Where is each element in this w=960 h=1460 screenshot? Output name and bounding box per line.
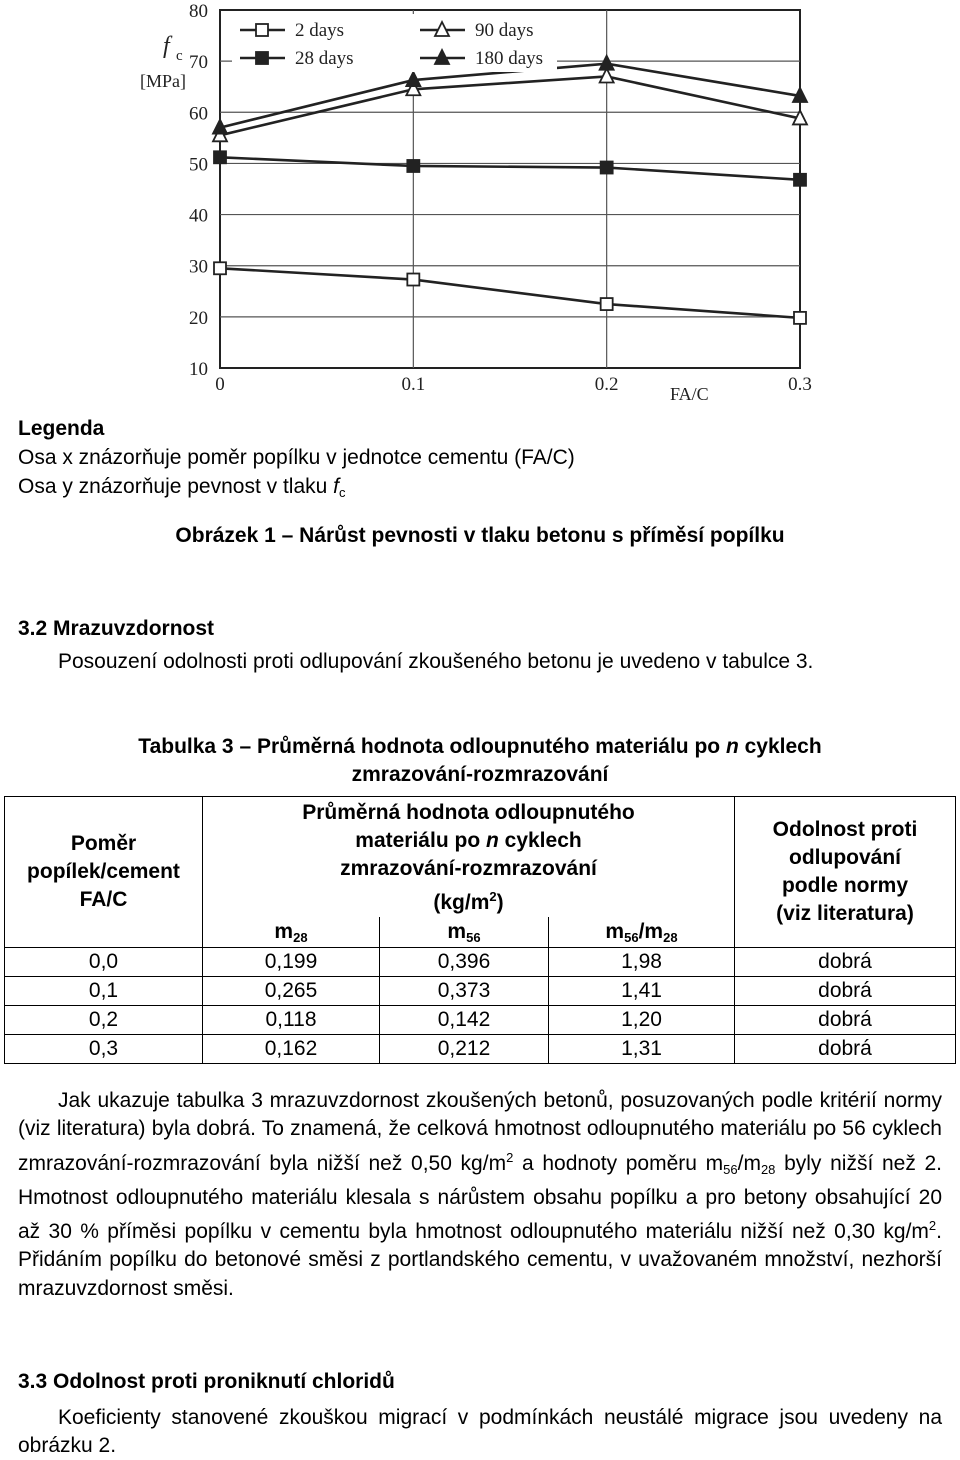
x-tick-label: 0.1 — [401, 374, 426, 395]
cell-m56: 0,396 — [380, 948, 549, 977]
data-point — [600, 56, 614, 70]
data-point — [601, 298, 613, 310]
m56-m: m — [447, 919, 467, 943]
cell-fac: 0,2 — [5, 1006, 203, 1035]
body-paragraph — [18, 1087, 942, 1303]
m28-m: m — [274, 919, 294, 943]
legend-title: Legenda — [18, 417, 105, 440]
table-row — [5, 1035, 956, 1064]
header-ratio — [5, 797, 203, 948]
x-tick-label: 0.2 — [594, 374, 619, 395]
table-title-part2: cyklech — [738, 735, 822, 758]
data-point — [256, 24, 268, 36]
header-mid-l1: Průměrná hodnota odloupnutého — [302, 801, 635, 824]
legend-label: 2 days — [295, 20, 345, 41]
series-line — [220, 268, 800, 318]
table-title-part1: Tabulka 3 – Průměrná hodnota odloupnutého materiálu po — [138, 735, 726, 758]
body-text-3: /m — [737, 1151, 761, 1175]
body-sup-1: 2 — [506, 1149, 514, 1165]
strength-chart — [0, 0, 960, 410]
header-res-l4: (viz literatura) — [776, 902, 914, 925]
table-title-n: n — [725, 735, 739, 758]
cell-m28: 0,118 — [203, 1006, 380, 1035]
header-m56 — [380, 917, 549, 948]
y-axis-label-sub: c — [176, 48, 183, 64]
data-point — [256, 52, 268, 64]
cell-m56: 0,373 — [380, 977, 549, 1006]
data-point — [794, 174, 806, 186]
section-3-2-text: Posouzení odolnosti proti odlupování zkoušeného betonu je uvedeno v tabulce 3. — [58, 650, 814, 673]
body-text-5: . Přidáním popílku do betonové směsi z portlandského cementu, v uvažovaném množství, nezhorší mrazuvzdornost směsi. — [18, 1220, 942, 1300]
header-average-mass — [203, 797, 735, 918]
header-ratio-m56-m28 — [549, 917, 735, 948]
y-tick-label: 10 — [189, 359, 208, 380]
header-mid-l3: zmrazování-rozmrazování — [340, 857, 597, 880]
header-res-l2: odlupování — [789, 846, 901, 869]
cell-rating: dobrá — [735, 1035, 956, 1064]
body-text-1: Jak ukazuje tabulka 3 mrazuvzdornost zkoušených betonů, posuzovaných podle kritérií normy (viz literatura) byla dobrá. To znamená, že celková hmotnost odloupnutého materiálu po 56 cyklech zmrazování-rozmrazování byla nižší než 0,50 kg/m — [18, 1089, 942, 1175]
y-axis-unit: [MPa] — [140, 71, 186, 91]
section-heading-3-2: 3.2 Mrazuvzdornost — [18, 617, 215, 640]
cell-fac: 0,3 — [5, 1035, 203, 1064]
cell-ratio: 1,31 — [549, 1035, 735, 1064]
table-row — [5, 977, 956, 1006]
data-point — [601, 162, 613, 174]
ratio-slash: /m — [638, 919, 664, 943]
cell-rating: dobrá — [735, 1006, 956, 1035]
cell-ratio: 1,41 — [549, 977, 735, 1006]
data-point — [407, 274, 419, 286]
header-res-l3: podle normy — [781, 874, 908, 897]
legend-label: 90 days — [475, 20, 534, 41]
x-axis-label: FA/C — [670, 384, 709, 404]
y-tick-label: 80 — [189, 1, 208, 22]
m28-sub: 28 — [293, 929, 308, 945]
cell-m28: 0,199 — [203, 948, 380, 977]
chart-svg — [0, 0, 960, 410]
cell-rating: dobrá — [735, 948, 956, 977]
data-point — [407, 160, 419, 172]
data-point — [214, 262, 226, 274]
table-title-line2: zmrazování-rozmrazování — [351, 763, 609, 786]
cell-ratio: 1,20 — [549, 1006, 735, 1035]
ratio-sub28: 28 — [663, 929, 678, 945]
table-title — [0, 733, 960, 789]
header-resistance — [735, 797, 956, 948]
cell-fac: 0,0 — [5, 948, 203, 977]
series-28-days — [214, 151, 806, 186]
y-tick-label: 50 — [189, 154, 208, 176]
header-mid-n: n — [485, 829, 499, 852]
series-90-days — [213, 68, 807, 141]
data-point — [794, 312, 806, 324]
frost-resistance-table — [4, 796, 956, 1064]
body-sub-56: 56 — [723, 1161, 738, 1177]
x-tick-label: 0.3 — [788, 374, 812, 395]
y-tick-label: 20 — [189, 307, 208, 329]
cell-m28: 0,265 — [203, 977, 380, 1006]
series-line — [220, 157, 800, 180]
ratio-sub56: 56 — [624, 929, 639, 945]
legend-x-axis: Osa x znázorňuje poměr popílku v jednotce cementu (FA/C) — [18, 446, 575, 469]
cell-ratio: 1,98 — [549, 948, 735, 977]
figure-caption: Obrázek 1 – Nárůst pevnosti v tlaku betonu s příměsí popílku — [175, 524, 785, 547]
header-mid-l2b: cyklech — [498, 829, 582, 852]
header-m28 — [203, 917, 380, 948]
m56-sub: 56 — [466, 929, 481, 945]
header-ratio-l3: FA/C — [79, 888, 128, 911]
y-tick-label: 40 — [189, 205, 208, 227]
legend-y-axis — [18, 472, 575, 507]
legend-y-sub: c — [339, 485, 346, 500]
legend-label: 180 days — [475, 48, 544, 69]
data-point — [214, 151, 226, 163]
y-tick-label: 70 — [189, 52, 208, 74]
body-sub-28: 28 — [760, 1161, 776, 1177]
section-heading-3-3: 3.3 Odolnost proti proniknutí chloridů — [18, 1370, 395, 1393]
table-row — [5, 948, 956, 977]
header-mid-sup: 2 — [489, 889, 497, 904]
header-ratio-l1: Poměr — [70, 832, 137, 855]
section-3-3-text: Koeficienty stanovené zkouškou migrací v podmínkách neustálé migrace jsou uvedeny na obrázku 2. — [18, 1406, 942, 1457]
cell-fac: 0,1 — [5, 977, 203, 1006]
legend-y-symbol: f — [333, 475, 340, 498]
cell-rating: dobrá — [735, 977, 956, 1006]
legend-y-text: Osa y znázorňuje pevnost v tlaku — [18, 475, 334, 498]
header-mid-l4b: ) — [496, 891, 504, 914]
cell-m56: 0,212 — [380, 1035, 549, 1064]
y-tick-label: 60 — [189, 103, 208, 125]
body-sup-2: 2 — [928, 1218, 937, 1234]
x-tick-label: 0 — [215, 374, 225, 395]
table-row — [5, 1006, 956, 1035]
body-text-2: a hodnoty poměru m — [513, 1151, 724, 1175]
header-mid-l2a: materiálu po — [355, 829, 486, 852]
header-ratio-l2: popílek/cement — [27, 860, 180, 883]
series-2-days — [214, 262, 806, 324]
body-text-4: byly nižší než 2. Hmotnost odloupnutého materiálu klesala s nárůstem obsahu popílku a pro betony obsahující 20 až 30 % příměsi popílku v cementu byla hmotnost odloupnutého materiálu nižší než 0,30 kg/m — [18, 1151, 943, 1244]
figure-legend — [18, 414, 575, 507]
y-tick-label: 30 — [189, 256, 208, 278]
y-axis-label: f — [163, 33, 170, 59]
ratio-m: m — [605, 919, 625, 943]
header-mid-l4a: (kg/m — [433, 891, 490, 914]
legend-label: 28 days — [295, 48, 354, 69]
cell-m56: 0,142 — [380, 1006, 549, 1035]
series-line — [220, 64, 800, 128]
header-res-l1: Odolnost proti — [772, 818, 918, 841]
cell-m28: 0,162 — [203, 1035, 380, 1064]
